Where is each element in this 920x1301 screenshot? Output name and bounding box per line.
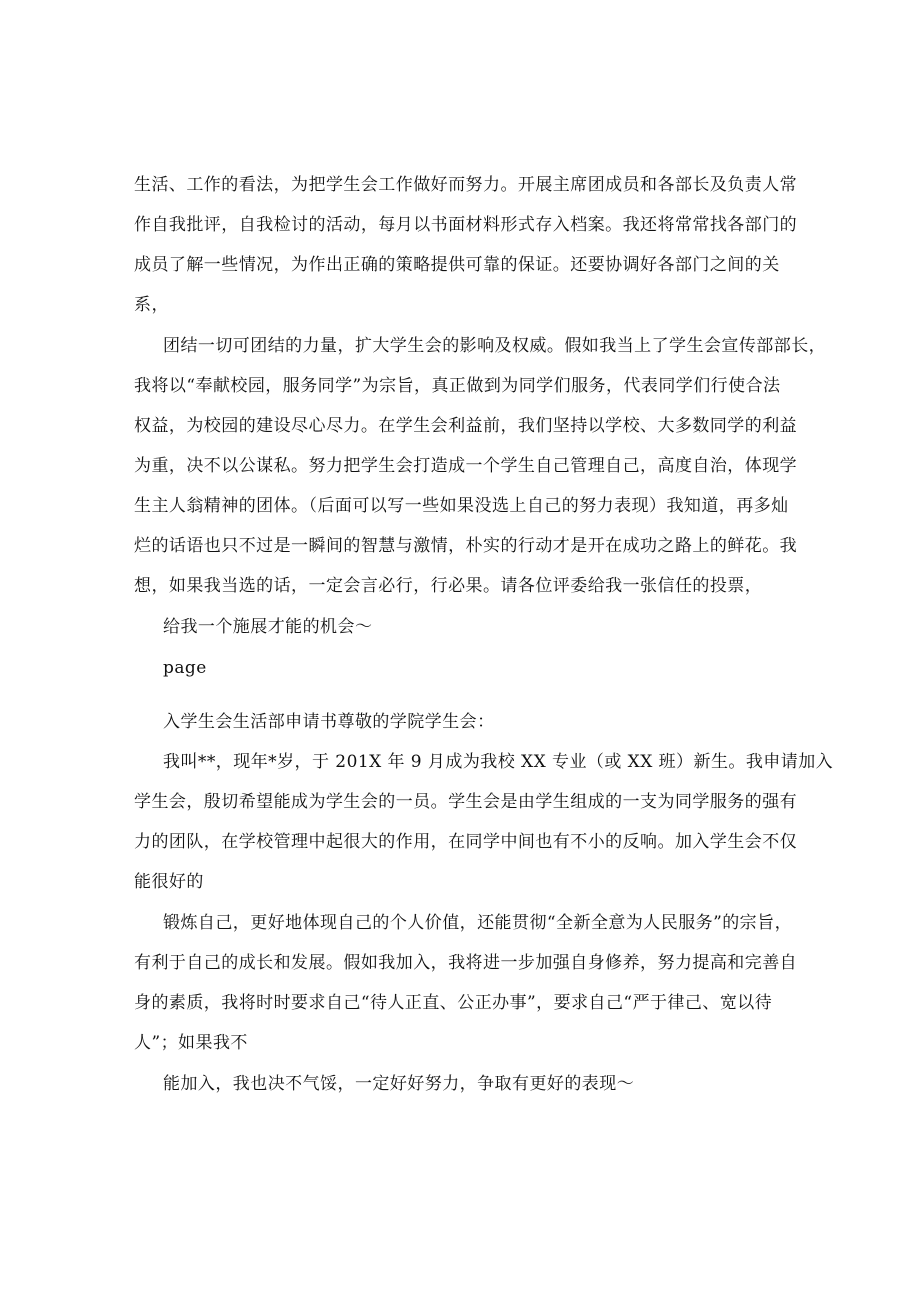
- text-line: 作自我批评，自我检讨的活动，每月以书面材料形式存入档案。我还将常常找各部门的: [134, 215, 798, 235]
- text-line: 学生会，殷切希望能成为学生会的一员。学生会是由学生组成的一支为同学服务的强有: [134, 792, 798, 812]
- paragraph-start-line: 能加入，我也决不气馁，一定好好努力，争取有更好的表现～: [163, 1074, 635, 1094]
- text-line: 人”；如果我不: [134, 1033, 248, 1053]
- text-line: 我将以“奉献校园，服务同学”为宗旨，真正做到为同学们服务，代表同学们行使合法: [134, 376, 781, 396]
- text-line: 身的素质，我将时时要求自己“待人正直、公正办事”，要求自己“严于律己、宽以待: [134, 993, 773, 1013]
- paragraph-start-line: 锻炼自己，更好地体现自己的个人价值，还能贯彻“全新全意为人民服务”的宗旨，: [163, 913, 793, 933]
- text-line: 为重，决不以公谋私。努力把学生会打造成一个学生自己管理自己，高度自治，体现学: [134, 456, 798, 476]
- text-line: 力的团队，在学校管理中起很大的作用，在同学中间也有不小的反响。加入学生会不仅: [134, 832, 798, 852]
- section-heading: 入学生会生活部申请书尊敬的学院学生会：: [163, 712, 495, 732]
- paragraph-start-line: 团结一切可团结的力量，扩大学生会的影响及权威。假如我当上了学生会宣传部部长，: [163, 336, 827, 356]
- text-line: 权益，为校园的建设尽心尽力。在学生会利益前，我们坚持以学校、大多数同学的利益: [134, 416, 798, 436]
- text-line: 有利于自己的成长和发展。假如我加入，我将进一步加强自身修养，努力提高和完善自: [134, 953, 798, 973]
- text-line: 想，如果我当选的话，一定会言必行，行必果。请各位评委给我一张信任的投票，: [134, 576, 763, 596]
- text-line: 生主人翁精神的团体。（后面可以写一些如果没选上自己的努力表现）我知道，再多灿: [134, 496, 789, 516]
- text-line: 成员了解一些情况，为作出正确的策略提供可靠的保证。还要协调好各部门之间的关: [134, 255, 780, 275]
- text-line: 生活、工作的看法，为把学生会工作做好而努力。开展主席团成员和各部长及负责人常: [134, 175, 798, 195]
- paragraph-start-line: 给我一个施展才能的机会～: [163, 617, 373, 637]
- page-marker: page: [163, 658, 207, 678]
- text-line: 能很好的: [134, 872, 204, 892]
- text-line: 系，: [134, 295, 169, 315]
- text-line: 烂的话语也只不过是一瞬间的智慧与激情，朴实的行动才是开在成功之路上的鲜花。我: [134, 536, 798, 556]
- paragraph-start-line: 我叫**，现年*岁，于 201X 年 9 月成为我校 XX 专业（或 XX 班）新生。我申请加入: [163, 752, 834, 772]
